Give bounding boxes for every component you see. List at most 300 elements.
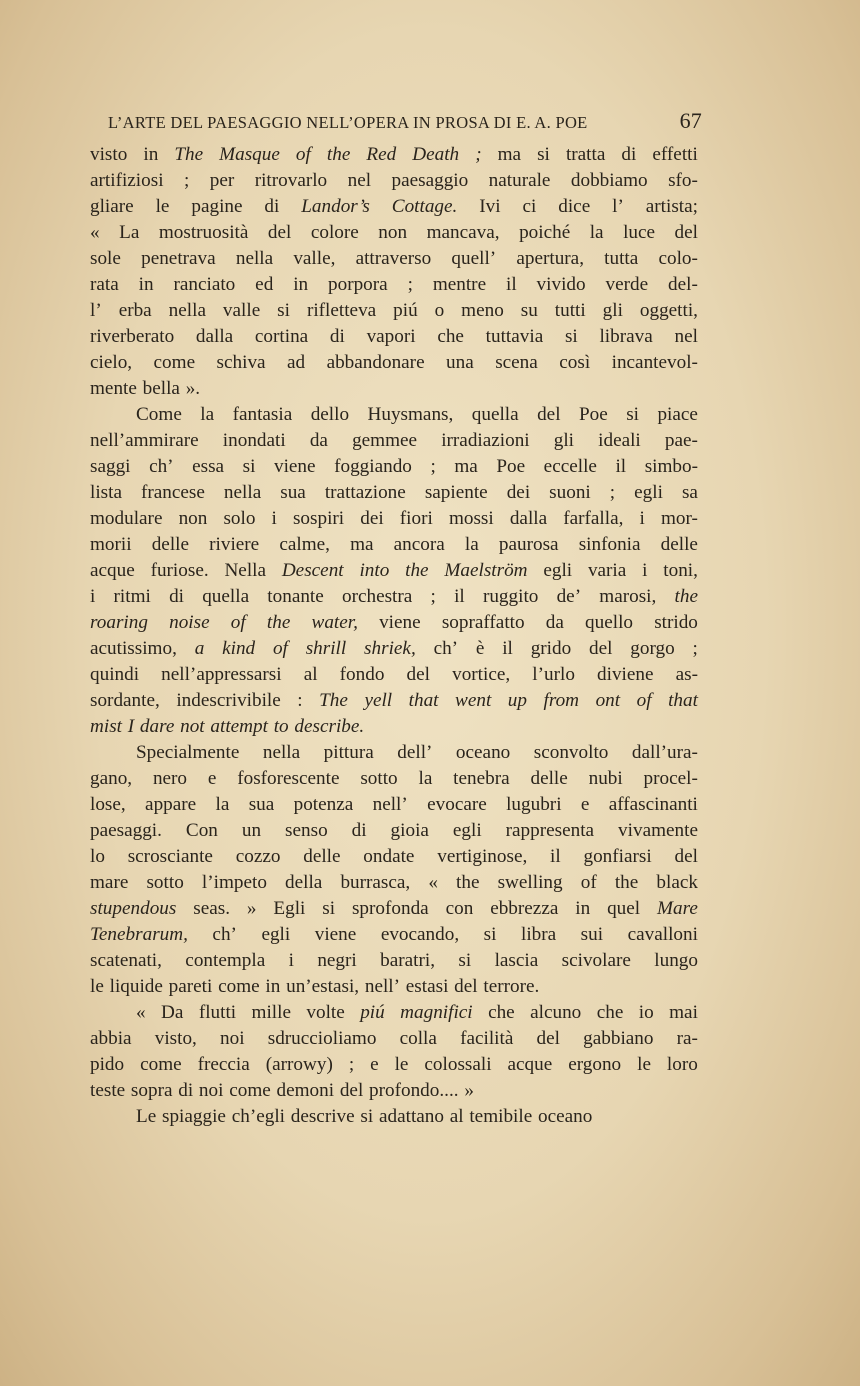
italic-word: the (326, 144, 351, 165)
word: quello (585, 612, 634, 633)
word: sua (248, 794, 275, 815)
word: gioia (390, 820, 429, 841)
word: vortice, (452, 664, 511, 685)
word: per (209, 170, 235, 191)
word: affascinanti (608, 794, 698, 815)
word: quella (202, 586, 250, 607)
word: ch’ (433, 638, 459, 659)
word: i (271, 508, 277, 529)
word: descrive (290, 1106, 355, 1127)
word: fondo (339, 664, 385, 685)
word: dei (360, 508, 384, 529)
word: piace (657, 404, 698, 425)
word: cavalloni (627, 924, 698, 945)
word: mancava, (426, 222, 500, 243)
word: nel (347, 170, 372, 191)
word: teste (90, 1080, 126, 1101)
word: gorgo (630, 638, 675, 659)
word: scena (495, 352, 538, 373)
word: saggi (90, 456, 131, 477)
word: sotto (360, 768, 398, 789)
text-line (90, 948, 698, 974)
word: lugubri (506, 794, 562, 815)
word: Egli (273, 898, 306, 919)
text-line (90, 896, 698, 922)
word: e (207, 768, 217, 789)
word: ergono (568, 1054, 622, 1075)
word: noi (220, 1028, 245, 1049)
word: tonante (267, 586, 324, 607)
text-line (90, 194, 698, 220)
word: lose, (90, 794, 126, 815)
word: libra (520, 924, 557, 945)
word: si (626, 404, 639, 425)
word: è (475, 638, 485, 659)
word: swelling (497, 872, 563, 893)
word: as- (675, 664, 698, 685)
word: mossi (448, 508, 494, 529)
word: ritmi (113, 586, 151, 607)
word: piú (393, 300, 418, 321)
word: the (614, 872, 639, 893)
italic-word: attempt (210, 716, 268, 737)
word: effetti (652, 144, 698, 165)
text-line (90, 480, 698, 506)
word: mare (90, 872, 129, 893)
word: sinfonia (578, 534, 641, 555)
word: nella (168, 300, 206, 321)
word: sa (681, 482, 698, 503)
word: la (215, 794, 230, 815)
word: sordante, (90, 690, 160, 711)
word: della (285, 872, 323, 893)
word: del (406, 664, 430, 685)
word: adattano (378, 1106, 444, 1127)
word: ritrovarlo (254, 170, 328, 191)
word: vivamente (618, 820, 698, 841)
text-line (90, 818, 698, 844)
italic-word: not (180, 716, 205, 737)
word: delle (530, 768, 568, 789)
word: sdruccioliamo (267, 1028, 377, 1049)
book-page (90, 108, 702, 1130)
word: ci (522, 196, 537, 217)
word: « (428, 872, 438, 893)
italic-word: a (194, 638, 205, 659)
word: le (394, 1054, 409, 1075)
word: in (265, 976, 281, 997)
word: diviene (597, 664, 654, 685)
text-line (90, 428, 698, 454)
word: francese (141, 482, 205, 503)
word: dalla (509, 508, 548, 529)
word: o (434, 300, 445, 321)
text-line (90, 532, 698, 558)
italic-word: Descent (281, 560, 344, 581)
word: nel (674, 326, 698, 347)
italic-word: of (295, 144, 311, 165)
word: così (559, 352, 591, 373)
word: inondati (222, 430, 286, 451)
text-line (90, 1000, 698, 1026)
word: evocare (427, 794, 487, 815)
text-line (90, 142, 698, 168)
word: sui (580, 924, 604, 945)
word: appare (145, 794, 197, 815)
word: demoni (276, 1080, 335, 1101)
word: di (621, 144, 637, 165)
word: spiaggie (162, 1106, 226, 1127)
word: al (303, 664, 318, 685)
word: erba (118, 300, 152, 321)
italic-word: dare (139, 716, 175, 737)
word: tutta (604, 248, 639, 269)
word: potenza (293, 794, 354, 815)
text-line (90, 1078, 698, 1104)
word: viene (314, 924, 357, 945)
italic-word: Maelström (444, 560, 528, 581)
word: il (454, 586, 465, 607)
word: delle (660, 534, 698, 555)
word: mor- (660, 508, 698, 529)
word: nella (262, 742, 301, 763)
word: quell’ (451, 248, 497, 269)
word: del (674, 846, 698, 867)
word: ; (692, 638, 698, 659)
word: rappresenta (505, 820, 595, 841)
word: poiché (519, 222, 571, 243)
word: ad (287, 352, 306, 373)
word: i (642, 560, 648, 581)
word: in (138, 274, 154, 295)
word: profondo.... (369, 1080, 459, 1101)
word: vivido (536, 274, 586, 295)
word: morii (90, 534, 132, 555)
word: artista; (645, 196, 698, 217)
word: il (550, 846, 561, 867)
word: ebbrezza (490, 898, 559, 919)
word: si (537, 144, 550, 165)
italic-word: kind (222, 638, 256, 659)
word: Poe (496, 456, 526, 477)
word: naturale (488, 170, 551, 191)
text-line (90, 714, 698, 740)
word: flutti (198, 1002, 237, 1023)
running-title: L’ARTE DEL PAESAGGIO NELL’OPERA IN PROSA DI E. A. POE (108, 113, 588, 132)
italic-word: The (174, 144, 204, 165)
word: mai (669, 1002, 698, 1023)
word: « (90, 222, 100, 243)
text-line (90, 792, 698, 818)
italic-word: Tenebrarum, (90, 924, 188, 945)
word: Le (136, 1106, 157, 1127)
word: acque (90, 560, 135, 581)
italic-word: The (319, 690, 348, 711)
word: i (288, 950, 294, 971)
word: » (246, 898, 257, 919)
word: Ivi (479, 196, 501, 217)
italic-word: of (272, 638, 288, 659)
word: si (322, 898, 336, 919)
word: Huysmans, (367, 404, 454, 425)
italic-word: Landor’s (301, 196, 370, 217)
word: incantevol- (611, 352, 698, 373)
word: la (200, 404, 215, 425)
word: vapori (366, 326, 416, 347)
italic-word: ; (475, 144, 482, 165)
word: quindi (90, 664, 140, 685)
word: gliare (90, 196, 134, 217)
word: pagine (191, 196, 243, 217)
word: cortina (254, 326, 309, 347)
word: estasi (405, 976, 449, 997)
word: ; (407, 274, 413, 295)
text-line (90, 766, 698, 792)
word: verde (605, 274, 649, 295)
word: l’ (612, 196, 624, 217)
word: del (589, 638, 613, 659)
word: procel- (643, 768, 698, 789)
word: indescrivibile (176, 690, 281, 711)
italic-word: up (507, 690, 527, 711)
word: sfo- (668, 170, 698, 191)
word: l’impeto (201, 872, 267, 893)
word: attraverso (355, 248, 432, 269)
word: un’estasi, (286, 976, 360, 997)
text-line (90, 870, 698, 896)
text-line (90, 922, 698, 948)
word: si (483, 924, 497, 945)
word: egli (452, 820, 482, 841)
word: Come (136, 404, 182, 425)
word: paesaggi. (90, 820, 162, 841)
italic-word: magnifici (400, 1002, 473, 1023)
word: gli (602, 300, 623, 321)
word: dice (558, 196, 591, 217)
word: volte (306, 1002, 345, 1023)
word: negri (317, 950, 357, 971)
word: in (143, 144, 159, 165)
text-line (90, 844, 698, 870)
word: foggiando (334, 456, 412, 477)
word: mentre (432, 274, 487, 295)
text-line (90, 506, 698, 532)
text-line (90, 662, 698, 688)
word: colo- (658, 248, 698, 269)
word: egli (543, 560, 573, 581)
text-line (90, 1052, 698, 1078)
text-line (90, 740, 698, 766)
word: riverberato (90, 326, 175, 347)
word: noi (198, 1080, 224, 1101)
word: tratta (565, 144, 606, 165)
body-text (90, 142, 698, 1130)
word: scivolare (561, 950, 631, 971)
word: abbia (90, 1028, 132, 1049)
word: suoni (549, 482, 591, 503)
word: baratri, (380, 950, 435, 971)
word: come (153, 352, 196, 373)
word: tutti (554, 300, 586, 321)
word: grido (530, 638, 572, 659)
text-line (90, 974, 698, 1000)
word: nell’ (372, 794, 408, 815)
word: nell’ (364, 976, 401, 997)
italic-word: that (668, 690, 698, 711)
word: nell’appressarsi (161, 664, 282, 685)
word: gabbiano (583, 1028, 654, 1049)
word: oggetti, (639, 300, 698, 321)
word: che (437, 326, 464, 347)
word: alcuno (530, 1002, 582, 1023)
word: del (339, 1080, 364, 1101)
word: sopraffatto (441, 612, 525, 633)
word: la (464, 534, 479, 555)
word: dell’ (397, 742, 433, 763)
word: la (418, 768, 433, 789)
word: visto, (154, 1028, 197, 1049)
word: dobbiamo (570, 170, 648, 191)
italic-word: shrill (305, 638, 347, 659)
word: rifletteva (306, 300, 377, 321)
word: facilità (460, 1028, 514, 1049)
word: lista (90, 482, 122, 503)
word: varia (587, 560, 627, 581)
text-line (90, 272, 698, 298)
word: su (520, 300, 538, 321)
word: nubi (588, 768, 623, 789)
word: irradiazioni (441, 430, 530, 451)
italic-word: to (273, 716, 289, 737)
word: seas. (193, 898, 230, 919)
word: ondate (363, 846, 415, 867)
word: ; (430, 456, 436, 477)
word: paesaggio (391, 170, 469, 191)
word: : (297, 690, 303, 711)
word: quella (471, 404, 519, 425)
italic-word: Mare (657, 898, 698, 919)
word: schiva (216, 352, 266, 373)
word: tuttavia (485, 326, 544, 347)
word: meno (461, 300, 504, 321)
word: gli (553, 430, 575, 451)
italic-word: the (266, 612, 291, 633)
word: librava (599, 326, 653, 347)
word: terrore. (483, 976, 540, 997)
word: ruggito (482, 586, 539, 607)
word: ch’ (212, 924, 237, 945)
italic-word: from (543, 690, 580, 711)
word: scrosciante (127, 846, 213, 867)
word: simbo- (644, 456, 698, 477)
word: artifiziosi (90, 170, 164, 191)
italic-word: water, (311, 612, 358, 633)
word: dello (310, 404, 350, 425)
italic-word: Masque (219, 144, 280, 165)
word: pido (90, 1054, 125, 1075)
italic-word: stupendous (90, 898, 177, 919)
italic-word: Cottage. (391, 196, 458, 217)
word: un (241, 820, 262, 841)
word: Poe (578, 404, 608, 425)
word: « (136, 1002, 146, 1023)
word: che (596, 1002, 624, 1023)
italic-word: yell (364, 690, 393, 711)
text-line (90, 168, 698, 194)
italic-word: went (455, 690, 492, 711)
word: da (309, 430, 328, 451)
italic-word: I (127, 716, 135, 737)
word: sopra (130, 1080, 173, 1101)
text-line (90, 1104, 698, 1130)
word: nella (223, 482, 262, 503)
word: ; (183, 170, 190, 191)
word: Nella (224, 560, 267, 581)
word: fantasia (232, 404, 293, 425)
word: luce (623, 222, 656, 243)
word: una (446, 352, 474, 373)
italic-word: Red (366, 144, 397, 165)
word: vertiginose, (437, 846, 528, 867)
word: toni, (663, 560, 698, 581)
text-line (90, 220, 698, 246)
word: sotto (146, 872, 184, 893)
word: farfalla, (563, 508, 624, 529)
text-line (90, 298, 698, 324)
word: abbandonare (326, 352, 425, 373)
word: le (155, 196, 170, 217)
word: delle (303, 846, 341, 867)
word: gano, (90, 768, 133, 789)
page-number: 67 (679, 108, 702, 133)
word: del (537, 404, 561, 425)
word: ; (609, 482, 616, 503)
word: di (178, 1080, 194, 1101)
word: rata (90, 274, 119, 295)
word: i (639, 508, 645, 529)
word: Da (161, 1002, 184, 1023)
word: colossali (424, 1054, 492, 1075)
word: porpora (328, 274, 388, 295)
word: le (637, 1054, 651, 1075)
word: penetrava (141, 248, 216, 269)
word: la (589, 222, 604, 243)
text-line (90, 688, 698, 714)
word: l’ (90, 300, 102, 321)
word: ». (185, 378, 201, 399)
word: ra- (676, 1028, 698, 1049)
word: di (169, 586, 184, 607)
word: orchestra (341, 586, 413, 607)
word: si (360, 1106, 374, 1127)
word: essa (192, 456, 225, 477)
word: il (502, 638, 513, 659)
word: egli (634, 482, 663, 503)
word: gemmee (352, 430, 418, 451)
text-line (90, 350, 698, 376)
word: le (90, 976, 104, 997)
word: freccia (197, 1054, 250, 1075)
word: del (267, 222, 292, 243)
word: si (458, 950, 472, 971)
word: delle (151, 534, 189, 555)
word: ch’egli (231, 1106, 285, 1127)
word: come (218, 976, 260, 997)
word: La (119, 222, 140, 243)
word: ma (497, 144, 522, 165)
word: non (178, 508, 208, 529)
word: fiori (399, 508, 433, 529)
